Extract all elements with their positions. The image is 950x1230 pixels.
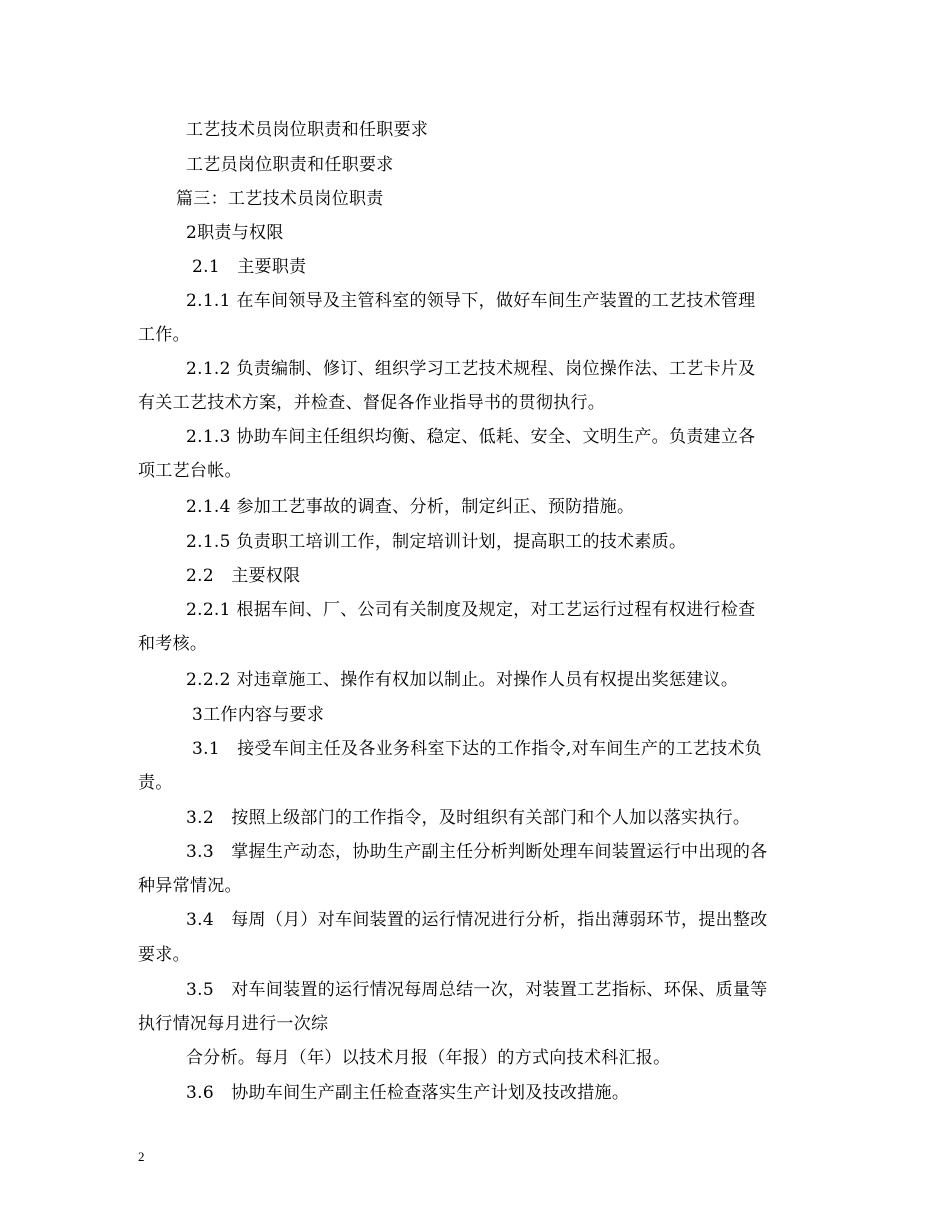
page-number: 2 bbox=[138, 1149, 145, 1164]
paragraph-line: 执行情况每月进行一次综 bbox=[138, 1014, 329, 1034]
doc-title-line: 工艺技术员岗位职责和任职要求 bbox=[186, 120, 429, 140]
paragraph-line: 2.2.1 根据车间、厂、公司有关制度及规定，对工艺运行过程有权进行检查 bbox=[186, 600, 756, 620]
paragraph-line: 2.1.5 负责职工培训工作，制定培训计划，提高职工的技术素质。 bbox=[186, 532, 687, 552]
paragraph-line: 2.2.2 对违章施工、操作有权加以制止。对操作人员有权提出奖惩建议。 bbox=[186, 670, 739, 690]
paragraph-line: 3.3 掌握生产动态，协助生产副主任分析判断处理车间装置运行中出现的各 bbox=[186, 842, 768, 862]
paragraph-line: 要求。 bbox=[138, 945, 190, 965]
heading-2: 2职责与权限 bbox=[186, 223, 284, 243]
paragraph-line: 2.1.3 协助车间主任组织均衡、稳定、低耗、安全、文明生产。负责建立各 bbox=[186, 427, 756, 447]
paragraph-line: 合分析。每月（年）以技术月报（年报）的方式向技术科汇报。 bbox=[186, 1048, 671, 1068]
paragraph-line: 责。 bbox=[138, 773, 173, 793]
heading-2-1: 2.1 主要职责 bbox=[192, 257, 307, 277]
paragraph-line: 有关工艺技术方案，并检查、督促各作业指导书的贯彻执行。 bbox=[138, 393, 606, 413]
paragraph-line: 和考核。 bbox=[138, 634, 208, 654]
paragraph-line: 3.5 对车间装置的运行情况每周总结一次，对装置工艺指标、环保、质量等 bbox=[186, 980, 768, 1000]
paragraph-line: 2.1.1 在车间领导及主管科室的领导下，做好车间生产装置的工艺技术管理 bbox=[186, 291, 756, 311]
paragraph-line: 项工艺台帐。 bbox=[138, 461, 242, 481]
section-heading: 篇三：工艺技术员岗位职责 bbox=[176, 189, 384, 209]
paragraph-line: 种异常情况。 bbox=[138, 876, 242, 896]
paragraph-line: 工作。 bbox=[138, 325, 190, 345]
paragraph-line: 3.4 每周（月）对车间装置的运行情况进行分析，指出薄弱环节，提出整改 bbox=[186, 910, 768, 930]
paragraph-line: 2.1.4 参加工艺事故的调查、分析，制定纠正、预防措施。 bbox=[186, 497, 635, 517]
paragraph-line: 3.1 接受车间主任及各业务科室下达的工作指令,对车间生产的工艺技术负 bbox=[192, 739, 762, 759]
doc-subtitle-line: 工艺员岗位职责和任职要求 bbox=[186, 155, 394, 175]
heading-3: 3工作内容与要求 bbox=[192, 705, 325, 725]
paragraph-line: 3.6 协助车间生产副主任检查落实生产计划及技改措施。 bbox=[186, 1083, 630, 1103]
paragraph-line: 2.1.2 负责编制、修订、组织学习工艺技术规程、岗位操作法、工艺卡片及 bbox=[186, 359, 756, 379]
heading-2-2: 2.2 主要权限 bbox=[186, 566, 301, 586]
paragraph-line: 3.2 按照上级部门的工作指令，及时组织有关部门和个人加以落实执行。 bbox=[186, 808, 751, 828]
